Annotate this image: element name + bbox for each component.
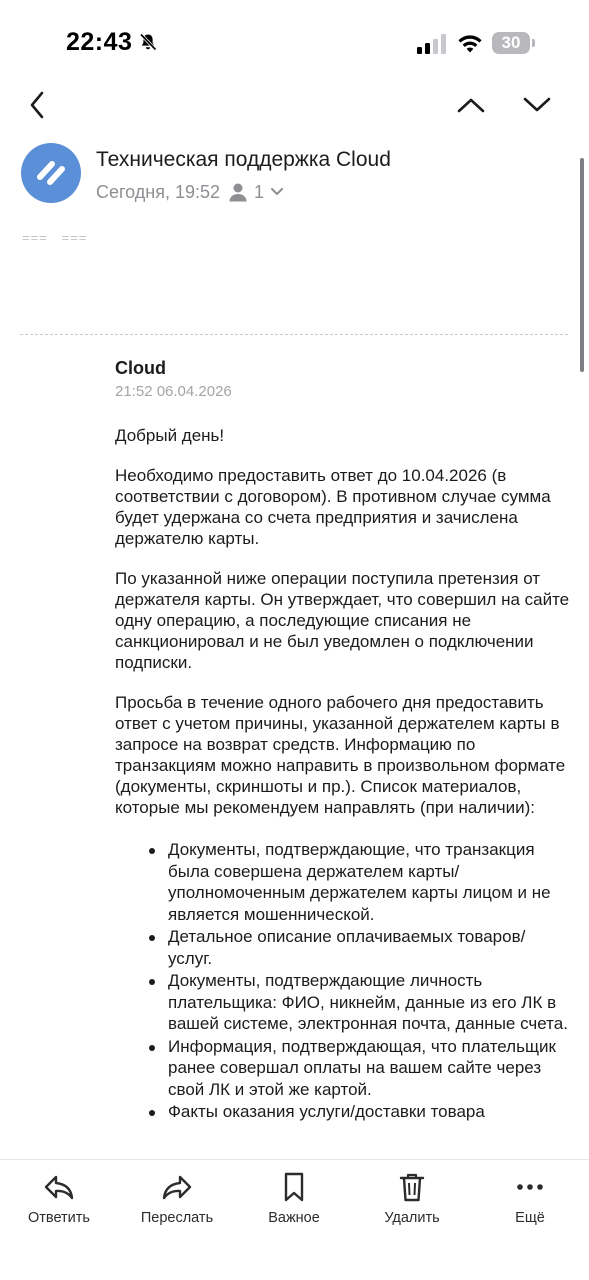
chevron-left-icon — [29, 91, 45, 119]
next-message-button[interactable] — [520, 90, 554, 120]
materials-list — [168, 839, 568, 1123]
bookmark-icon — [277, 1170, 311, 1204]
message-date: Сегодня, 19:52 — [96, 181, 221, 202]
message-preheader: === === — [22, 230, 88, 245]
person-icon — [228, 182, 248, 202]
paragraph-request: Просьба в течение одного рабочего дня предоставить ответ с учетом причины, указанной держателем карты в запросе на возврат средств. Информацию по транзакциям можно направить в произвольном формате (документы, скриншоты и пр.). Список материалов, которые мы рекомендуем направлять (при наличии): — [115, 693, 566, 817]
important-label: Важное — [268, 1210, 320, 1226]
delete-button[interactable] — [357, 1170, 467, 1230]
message-body — [115, 356, 575, 1124]
important-button[interactable] — [239, 1170, 349, 1230]
body-datetime: 21:52 06.04.2026 — [115, 383, 232, 400]
sender-name[interactable]: Техническая поддержка Cloud — [96, 148, 391, 171]
forward-button[interactable] — [122, 1170, 232, 1230]
message-meta — [96, 180, 284, 204]
list-item: Детальное описание оплачиваемых товаров/услуг. — [168, 926, 568, 969]
paragraph-deadline: Необходимо предоставить ответ до 10.04.2026 (в соответствии с договором). В противном случае сумма будет удержана со счета предприятия и зачислена держателю карты. — [115, 466, 551, 548]
trash-icon — [395, 1170, 429, 1204]
list-item: Документы, подтверждающие личность плательщика: ФИО, никнейм, данные из его ЛК в вашей системе, электронная почта, данные счета. — [168, 971, 568, 1033]
more-dots-icon — [513, 1170, 547, 1204]
reply-label: Ответить — [28, 1210, 90, 1226]
recipients-toggle[interactable] — [228, 182, 284, 203]
more-label: Ещё — [515, 1210, 545, 1226]
chevron-down-small-icon — [270, 187, 284, 197]
body-sender: Cloud — [115, 358, 166, 378]
sender-avatar[interactable] — [21, 143, 81, 203]
more-button[interactable] — [475, 1170, 585, 1230]
status-time: 22:43 — [66, 28, 133, 56]
list-item: Информация, подтверждающая, что плательщик ранее совершал оплаты на вашем сайте через свой ЛК и этой же картой. — [168, 1036, 568, 1101]
wifi-icon — [456, 32, 484, 54]
delete-label: Удалить — [384, 1210, 440, 1226]
forward-label: Переслать — [140, 1210, 214, 1226]
list-item: Факты оказания услуги/доставки товара — [168, 1101, 568, 1123]
bottom-toolbar — [0, 1159, 589, 1280]
paragraph-claim: По указанной ниже операции поступила претензия от держателя карты. Он утверждает, что совершил на сайте одну операцию, а последующие списания не санкционировал и не был уведомлен о подключении подписки. — [115, 569, 570, 672]
status-bar — [0, 0, 589, 80]
quote-divider — [20, 334, 568, 335]
bell-slash-icon — [138, 32, 158, 52]
forward-icon — [160, 1170, 194, 1204]
chevron-down-icon — [523, 97, 551, 113]
chevron-up-icon — [457, 97, 485, 113]
battery-level: 30 — [501, 33, 521, 52]
previous-message-button[interactable] — [454, 90, 488, 120]
reply-icon — [42, 1170, 76, 1204]
list-item: Документы, подтверждающие, что транзакция была совершена держателем карты/уполномоченным держателем карты лицом и не является мошеннической. — [168, 839, 568, 925]
signal-icon — [417, 34, 447, 54]
battery-icon — [492, 32, 536, 54]
reply-button[interactable] — [4, 1170, 114, 1230]
cloud-logo-icon — [31, 153, 71, 193]
scrollbar[interactable] — [580, 158, 584, 372]
greeting: Добрый день! — [115, 426, 225, 445]
back-button[interactable] — [22, 88, 52, 122]
recipients-count: 1 — [254, 181, 265, 202]
